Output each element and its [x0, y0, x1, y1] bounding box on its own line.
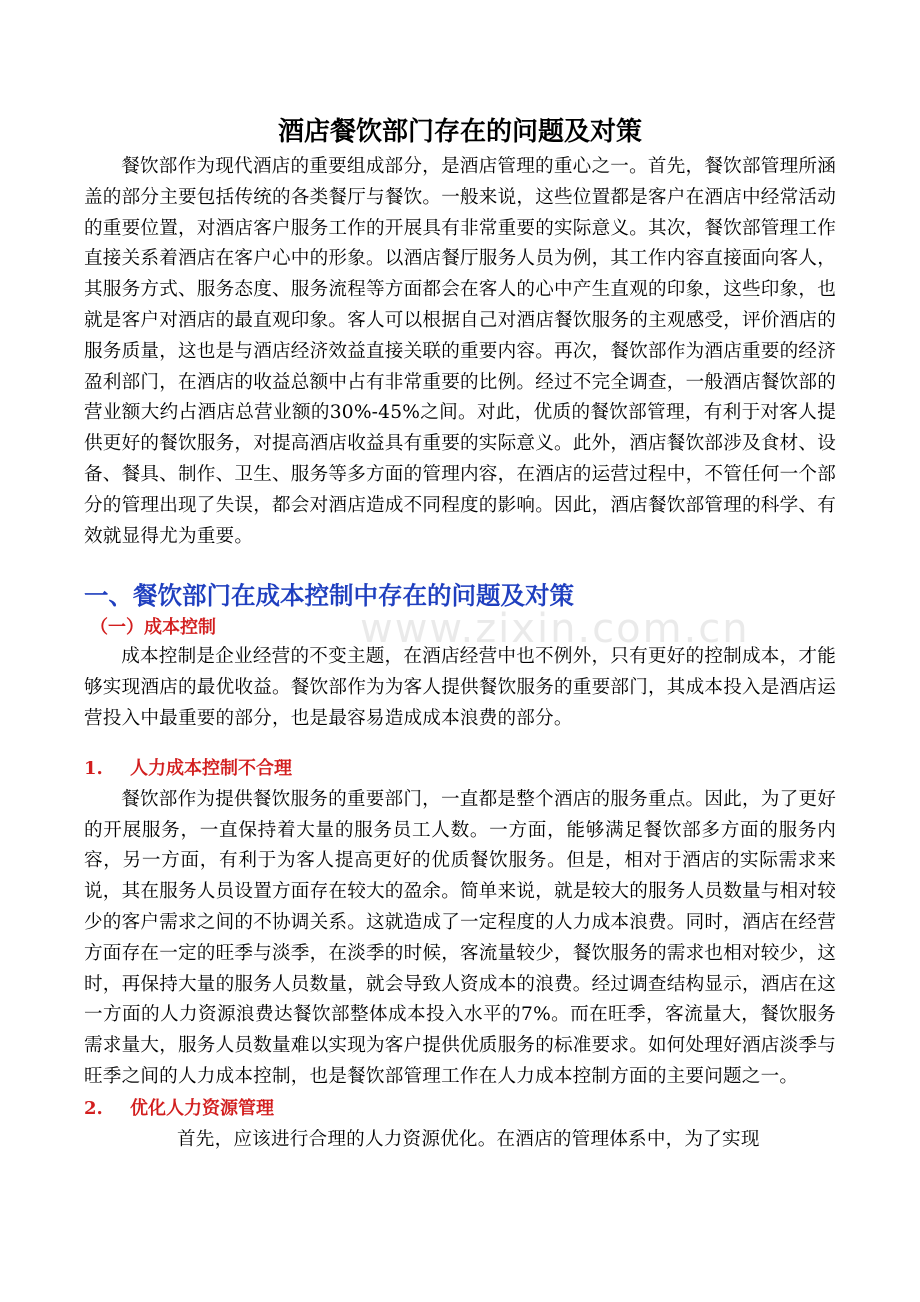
document-page: [84, 112, 836, 1156]
item-number-2: 2.: [84, 1097, 103, 1119]
item-heading-1: [84, 753, 836, 785]
section-heading: 一、餐饮部门在成本控制中存在的问题及对策: [84, 581, 574, 611]
item-title-2: 优化人力资源管理: [130, 1097, 274, 1119]
item-paragraph-2: 首先，应该进行合理的人力资源优化。在酒店的管理体系中，为了实现: [177, 1128, 760, 1150]
watermark: www.zixin.com.cn: [360, 606, 750, 652]
item-heading-2: [84, 1093, 836, 1125]
item-number-1: 1.: [84, 757, 103, 779]
subsection-heading: （一）成本控制: [90, 617, 216, 639]
document-title: 酒店餐饮部门存在的问题及对策: [277, 117, 642, 147]
spacer: [84, 735, 836, 753]
subsection-paragraph: 成本控制是企业经营的不变主题，在酒店经营中也不例外，只有更好的控制成本，才能够实现酒店的最优收益。餐饮部作为为客人提供餐饮服务的重要部门，其成本投入是酒店运营投入中最重要的部分，也是最容易造成成本浪费的部分。: [84, 646, 836, 729]
intro-paragraph: 餐饮部作为现代酒店的重要组成部分，是酒店管理的重心之一。首先，餐饮部管理所涵盖的部分主要包括传统的各类餐厅与餐饮。一般来说，这些位置都是客户在酒店中经常活动的重要位置，对酒店客户服务工作的开展具有非常重要的实际意义。其次，餐饮部管理工作直接关系着酒店在客户心中的形象。以酒店餐厅服务人员为例，其工作内容直接面向客人，其服务方式、服务态度、服务流程等方面都会在客人的心中产生直观的印象，这些印象，也就是客户对酒店的最直观印象。客人可以根据自己对酒店餐饮服务的主观感受，评价酒店的服务质量，这也是与酒店经济效益直接关联的重要内容。再次，餐饮部作为酒店重要的经济盈利部门，在酒店的收益总额中占有非常重要的比例。经过不完全调查，一般酒店餐饮部的营业额大约占酒店总营业额的30%-45%之间。对此，优质的餐饮部管理，有利于对客人提供更好的餐饮服务，对提高酒店收益具有重要的实际意义。此外，酒店餐饮部涉及食材、设备、餐具、制作、卫生、服务等多方面的管理内容，在酒店的运营过程中，不管任何一个部分的管理出现了失误，都会对酒店造成不同程度的影响。因此，酒店餐饮部管理的科学、有效就显得尤为重要。: [84, 156, 836, 547]
item-title-1: 人力成本控制不合理: [130, 757, 292, 779]
item-paragraph-1: 餐饮部作为提供餐饮服务的重要部门，一直都是整个酒店的服务重点。因此，为了更好的开展服务，一直保持着大量的服务员工人数。一方面，能够满足餐饮部多方面的服务内容，另一方面，有利于为客人提高更好的优质餐饮服务。但是，相对于酒店的实际需求来说，其在服务人员设置方面存在较大的盈余。简单来说，就是较大的服务人员数量与相对较少的客户需求之间的不协调关系。这就造成了一定程度的人力成本浪费。同时，酒店在经营方面存在一定的旺季与淡季，在淡季的时候，客流量较少，餐饮服务的需求也相对较少，这时，再保持大量的服务人员数量，就会导致人资成本的浪费。经过调查结构显示，酒店在这一方面的人力资源浪费达餐饮部整体成本投入水平的7%。而在旺季，客流量大，餐饮服务需求量大，服务人员数量难以实现为客户提供优质服务的标准要求。如何处理好酒店淡季与旺季之间的人力成本控制，也是餐饮部管理工作在人力成本控制方面的主要问题之一。: [84, 788, 836, 1087]
